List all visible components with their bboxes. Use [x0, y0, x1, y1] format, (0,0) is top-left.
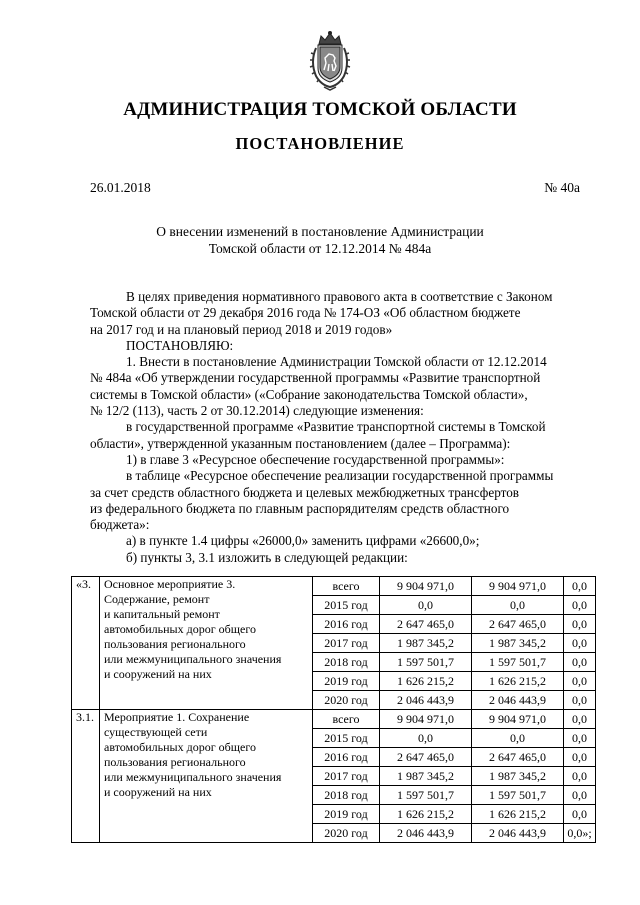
organization-title: АДМИНИСТРАЦИЯ ТОМСКОЙ ОБЛАСТИ [123, 99, 517, 120]
period-cell: всего [313, 577, 380, 596]
regional-budget-cell: 9 904 971,0 [472, 577, 564, 596]
document-subject [0, 223, 640, 257]
body-line: 1. Внести в постановление Администрации Томской области от 12.12.2014 [126, 354, 547, 370]
total-cell: 1 987 345,2 [380, 634, 472, 653]
regional-budget-cell: 1 597 501,7 [472, 653, 564, 672]
body-line: В целях приведения нормативного правового акта в соответствие с Законом [126, 289, 553, 304]
subject-line: Томской области от 12.12.2014 № 484а [208, 241, 432, 256]
regional-budget-cell: 2 647 465,0 [472, 615, 564, 634]
regional-budget-cell: 1 987 345,2 [472, 767, 564, 786]
row-number: 3.1. [72, 710, 100, 843]
measure-name-line: пользования регионального [104, 755, 246, 769]
period-cell: 2018 год [313, 653, 380, 672]
federal-budget-cell: 0,0 [564, 805, 596, 824]
measure-name-line: и сооружений на них [104, 785, 212, 799]
total-cell: 2 647 465,0 [380, 615, 472, 634]
body-line: на 2017 год и на плановый период 2018 и 2019 годов» [90, 321, 393, 337]
period-cell: всего [313, 710, 380, 729]
total-cell: 1 626 215,2 [380, 672, 472, 691]
period-cell: 2015 год [313, 729, 380, 748]
regional-budget-cell: 1 626 215,2 [472, 805, 564, 824]
regional-budget-cell: 0,0 [472, 729, 564, 748]
total-cell: 2 046 443,9 [380, 824, 472, 843]
body-line: Томской области от 29 декабря 2016 года № 174-ОЗ «Об областном бюджете [90, 305, 521, 321]
body-line: за счет средств областного бюджета и целевых межбюджетных трансфертов [90, 484, 520, 500]
regional-budget-cell: 2 046 443,9 [472, 691, 564, 710]
measure-name-line: Мероприятие 1. Сохранение [104, 710, 250, 724]
body-line: системы в Томской области» («Собрание законодательства Томской области», [90, 386, 528, 402]
measure-name-line: Основное мероприятие 3. [104, 577, 236, 591]
federal-budget-cell: 0,0 [564, 786, 596, 805]
federal-budget-cell: 0,0 [564, 729, 596, 748]
resource-table [71, 576, 596, 843]
federal-budget-cell: 0,0 [564, 634, 596, 653]
body-line: бюджета»: [90, 517, 150, 533]
document-type: ПОСТАНОВЛЕНИЕ [235, 134, 405, 153]
body-line: из федерального бюджета по главным распорядителям средств областного [90, 500, 510, 516]
body-line: № 12/2 (113), часть 2 от 30.12.2014) следующие изменения: [90, 403, 424, 419]
total-cell: 2 046 443,9 [380, 691, 472, 710]
measure-name [100, 577, 313, 710]
body-line: б) пункты 3, 3.1 изложить в следующей редакции: [126, 549, 408, 565]
period-cell: 2016 год [313, 748, 380, 767]
period-cell: 2017 год [313, 634, 380, 653]
regional-budget-cell: 9 904 971,0 [472, 710, 564, 729]
period-cell: 2015 год [313, 596, 380, 615]
total-cell: 1 626 215,2 [380, 805, 472, 824]
measure-name-line: или межмуниципального значения [104, 652, 282, 666]
body-line: а) в пункте 1.4 цифры «26000,0» заменить цифрами «26600,0»; [126, 533, 480, 549]
period-cell: 2018 год [313, 786, 380, 805]
period-cell: 2020 год [313, 824, 380, 843]
total-cell: 1 597 501,7 [380, 653, 472, 672]
regional-budget-cell: 2 647 465,0 [472, 748, 564, 767]
regional-budget-cell: 2 046 443,9 [472, 824, 564, 843]
body-line: № 484а «Об утверждении государственной программы «Развитие транспортной [90, 370, 541, 386]
measure-name-line: Содержание, ремонт [104, 592, 210, 606]
measure-name-line: или межмуниципального значения [104, 770, 282, 784]
federal-budget-cell: 0,0 [564, 577, 596, 596]
subject-line: О внесении изменений в постановление Администрации [156, 224, 484, 239]
measure-name-line: автомобильных дорог общего [104, 740, 256, 754]
federal-budget-cell: 0,0»; [564, 824, 596, 843]
total-cell: 0,0 [380, 729, 472, 748]
period-cell: 2019 год [313, 672, 380, 691]
table-row [72, 577, 596, 596]
federal-budget-cell: 0,0 [564, 691, 596, 710]
regional-budget-cell: 1 987 345,2 [472, 634, 564, 653]
total-cell: 9 904 971,0 [380, 577, 472, 596]
measure-name-line: существующей сети [104, 725, 208, 739]
total-cell: 1 597 501,7 [380, 786, 472, 805]
federal-budget-cell: 0,0 [564, 672, 596, 691]
federal-budget-cell: 0,0 [564, 615, 596, 634]
body-line: области», утвержденной указанным постановлением (далее – Программа): [90, 435, 511, 451]
total-cell: 0,0 [380, 596, 472, 615]
federal-budget-cell: 0,0 [564, 748, 596, 767]
regional-budget-cell: 1 626 215,2 [472, 672, 564, 691]
body-line: 1) в главе 3 «Ресурсное обеспечение государственной программы»: [126, 451, 505, 467]
document-body [90, 289, 590, 566]
federal-budget-cell: 0,0 [564, 767, 596, 786]
table-row [72, 710, 596, 729]
measure-name [100, 710, 313, 843]
row-number: «3. [72, 577, 100, 710]
body-line: в таблице «Ресурсное обеспечение реализации государственной программы [126, 468, 554, 484]
tomsk-coat-of-arms-icon [307, 30, 353, 92]
body-line: в государственной программе «Развитие транспортной системы в Томской [126, 419, 546, 435]
federal-budget-cell: 0,0 [564, 710, 596, 729]
measure-name-line: и сооружений на них [104, 667, 212, 681]
federal-budget-cell: 0,0 [564, 596, 596, 615]
measure-name-line: автомобильных дорог общего [104, 622, 256, 636]
regional-budget-cell: 1 597 501,7 [472, 786, 564, 805]
measure-name-line: пользования регионального [104, 637, 246, 651]
document-number: № 40а [544, 180, 580, 195]
resolve-heading: ПОСТАНОВЛЯЮ: [126, 337, 234, 353]
federal-budget-cell: 0,0 [564, 653, 596, 672]
total-cell: 9 904 971,0 [380, 710, 472, 729]
period-cell: 2020 год [313, 691, 380, 710]
period-cell: 2016 год [313, 615, 380, 634]
period-cell: 2017 год [313, 767, 380, 786]
period-cell: 2019 год [313, 805, 380, 824]
regional-budget-cell: 0,0 [472, 596, 564, 615]
document-date: 26.01.2018 [90, 180, 151, 195]
total-cell: 2 647 465,0 [380, 748, 472, 767]
measure-name-line: и капитальный ремонт [104, 607, 220, 621]
total-cell: 1 987 345,2 [380, 767, 472, 786]
